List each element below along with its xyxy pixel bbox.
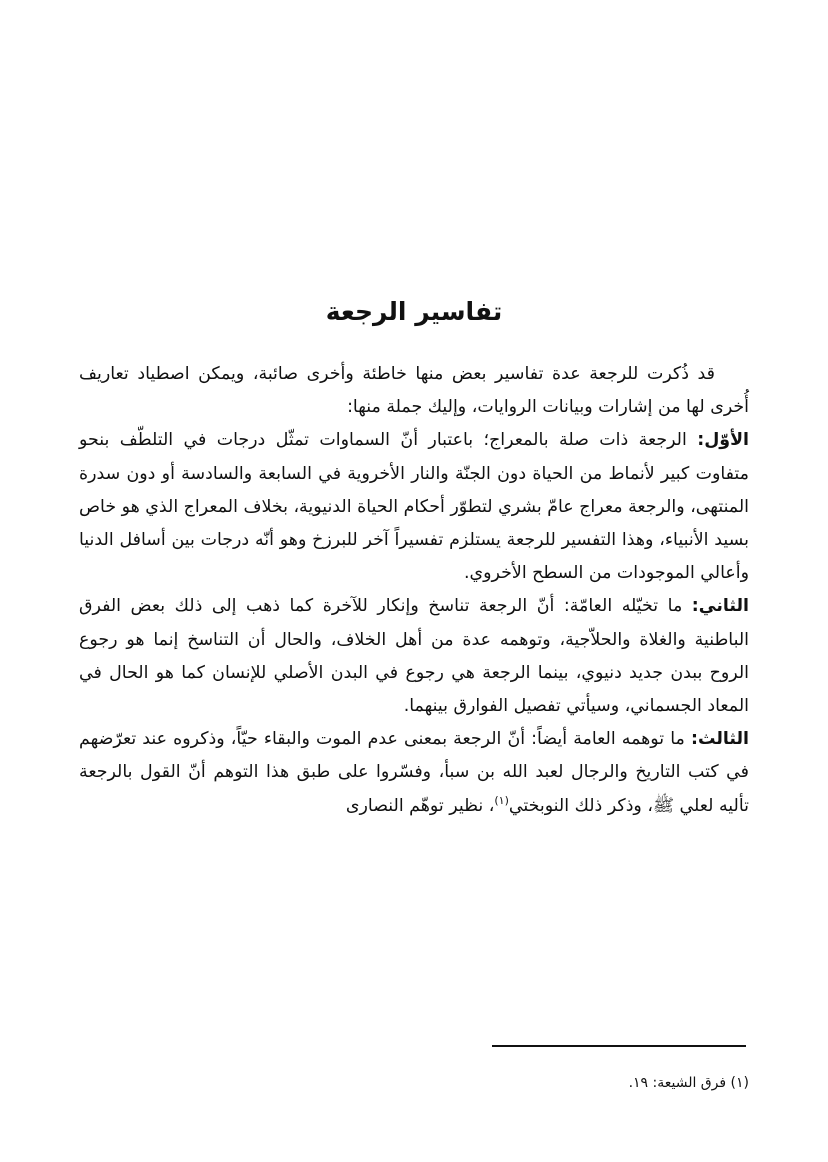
paragraph-first-interpretation bbox=[79, 424, 749, 590]
section-title: تفاسير الرجعة bbox=[325, 297, 503, 326]
paragraph-text: ، نظير توهّم النصارى bbox=[345, 795, 495, 816]
paragraph-text: الرجعة ذات صلة بالمعراج؛ باعتبار أنّ السماوات تمثّل درجات في التلطّف بنحو متفاوت كبير لأنماط من الحياة دون الجنّة والنار الأخروية في السابعة والسادسة أو دون سدرة المنتهى، والرجعة معراج عامّ بشري لتطوّر أحكام الحياة الدنيوية، بخلاف المعراج الذي هو خاص بسيد الأنبياء، وهذا التفسير للرجعة يستلزم تفسيراً آخر للبرزخ وهو أنّه درجات بين أسافل الدنيا وأعالي الموجودات من السطح الأخروي. bbox=[79, 430, 749, 584]
paragraph-text: ما توهمه العامة أيضاً: أنّ الرجعة بمعنى عدم الموت والبقاء حيّاً، وذكروه عند تعرّضهم في كتب التاريخ والرجال لعبد الله بن سبأ، وفسّروا على طبق هذا التوهم أنّ القول بالرجعة تأليه لعلي ﷺ، وذكر ذلك النوبختي bbox=[79, 729, 749, 816]
paragraph-lead: الثاني: bbox=[691, 596, 749, 617]
footnote: (١) فرق الشيعة: ١٩. bbox=[628, 1075, 749, 1091]
paragraph-third-interpretation bbox=[79, 723, 749, 823]
paragraph-lead: الثالث: bbox=[690, 729, 749, 750]
paragraph-second-interpretation bbox=[79, 590, 749, 723]
footnote-divider bbox=[492, 1045, 746, 1047]
paragraph-text: ما تخيّله العامّة: أنّ الرجعة تناسخ وإنكار للآخرة كما ذهب إلى ذلك بعض الفرق الباطنية والغلاة والحلاّجية، وتوهمه عدة من أهل الخلاف، والحال أن التناسخ إنما هو رجوع الروح ببدن جديد دنيوي، بينما الرجعة هي رجوع في البدن الأصلي للإنسان كما هو الحال في المعاد الجسماني، وسيأتي تفصيل الفوارق بينهما. bbox=[79, 596, 749, 717]
footnote-reference[interactable]: (١) bbox=[494, 793, 509, 807]
body-text bbox=[79, 358, 749, 823]
intro-paragraph: قد ذُكرت للرجعة عدة تفاسير بعض منها خاطئة وأخرى صائبة، ويمكن اصطياد تعاريف أُخرى لها من إشارات وبيانات الروايات، وإليك جملة منها: bbox=[79, 364, 749, 418]
paragraph-lead: الأوّل: bbox=[697, 430, 749, 451]
